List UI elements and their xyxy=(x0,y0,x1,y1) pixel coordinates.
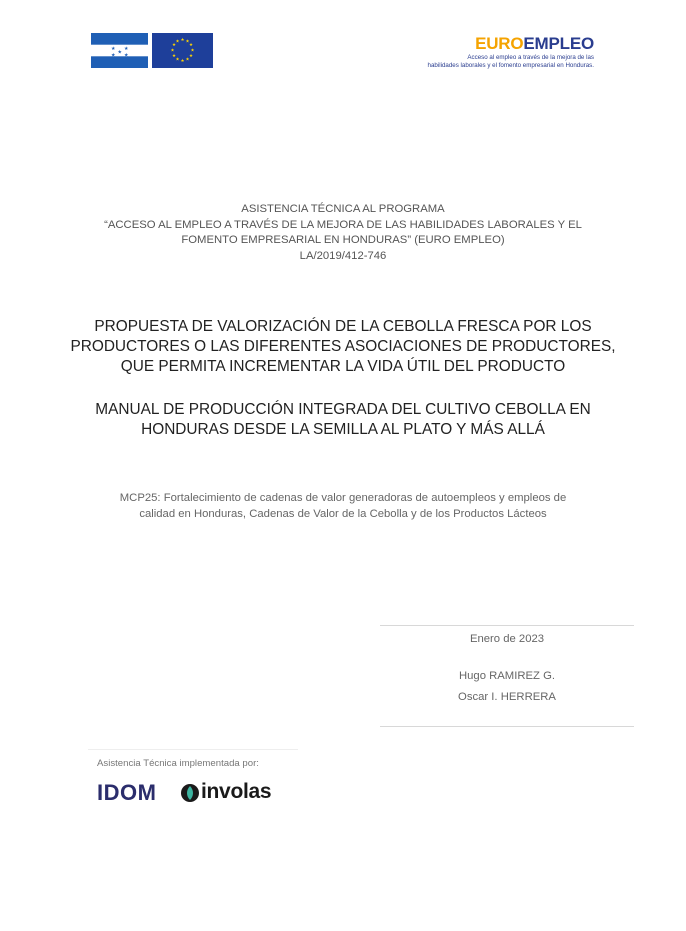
svg-text:★: ★ xyxy=(188,43,194,48)
involas-logo: involas xyxy=(201,780,272,803)
svg-text:★: ★ xyxy=(188,54,194,59)
program-line: “ACCESO AL EMPLEO A TRAVÉS DE LA MEJORA DE LAS HABILIDADES LABORALES Y EL xyxy=(104,218,582,231)
svg-text:★: ★ xyxy=(180,59,185,64)
document-subtitle: MANUAL DE PRODUCCIÓN INTEGRADA DEL CULTIVO CEBOLLA EN HONDURAS DESDE LA SEMILLA AL PLATO Y MÁS ALLÁ xyxy=(95,401,591,438)
svg-text:★: ★ xyxy=(124,52,129,59)
divider xyxy=(380,625,634,626)
program-line: ASISTENCIA TÉCNICA AL PROGRAMA xyxy=(241,203,445,215)
svg-text:★: ★ xyxy=(175,39,180,45)
svg-text:★: ★ xyxy=(111,52,116,59)
mcp-description: MCP25: Fortalecimiento de cadenas de valor generadoras de autoempleos y empleos de calidad en Honduras, Cadenas de Valor de la Cebolla y de los Productos Lácteos xyxy=(119,492,567,520)
authors xyxy=(380,666,634,708)
euroempleo-tagline: Acceso al empleo a través de la mejora de las habilidades laborales y el fomento empresarial en Honduras. xyxy=(427,54,594,69)
euroempleo-wordmark: EUROEMPLEO xyxy=(475,34,594,53)
svg-text:★: ★ xyxy=(185,39,190,45)
divider xyxy=(380,726,634,727)
svg-text:★: ★ xyxy=(117,49,122,56)
svg-text:★: ★ xyxy=(171,43,177,48)
honduras-flag-icon xyxy=(91,33,148,68)
program-code: LA/2019/412-746 xyxy=(299,249,387,262)
eu-flag-icon xyxy=(152,33,213,68)
svg-text:★: ★ xyxy=(124,46,129,52)
svg-text:★: ★ xyxy=(175,57,180,63)
document-title: PROPUESTA DE VALORIZACIÓN DE LA CEBOLLA FRESCA POR LOS PRODUCTORES O LAS DIFERENTES ASOCIACIONES DE PRODUCTORES, QUE PERMITA INCREMENTAR LA VIDA ÚTIL DEL PRODUCTO xyxy=(70,318,616,375)
author: Oscar I. HERRERA xyxy=(458,691,556,703)
svg-text:★: ★ xyxy=(111,46,116,52)
svg-text:★: ★ xyxy=(180,38,185,43)
svg-text:★: ★ xyxy=(185,57,190,63)
implemented-by-label: Asistencia Técnica implementada por: xyxy=(97,758,259,769)
divider xyxy=(88,749,298,750)
author: Hugo RAMIREZ G. xyxy=(458,670,556,682)
idom-logo: IDOM xyxy=(97,780,157,805)
euroempleo-logo xyxy=(398,35,594,69)
involas-leaf-icon xyxy=(180,783,200,803)
svg-text:★: ★ xyxy=(171,54,177,59)
document-date: Enero de 2023 xyxy=(469,633,545,645)
svg-text:★: ★ xyxy=(170,48,175,54)
program-line: FOMENTO EMPRESARIAL EN HONDURAS” (EURO EMPLEO) xyxy=(181,234,505,247)
program-block xyxy=(60,202,626,264)
svg-text:★: ★ xyxy=(190,48,195,54)
